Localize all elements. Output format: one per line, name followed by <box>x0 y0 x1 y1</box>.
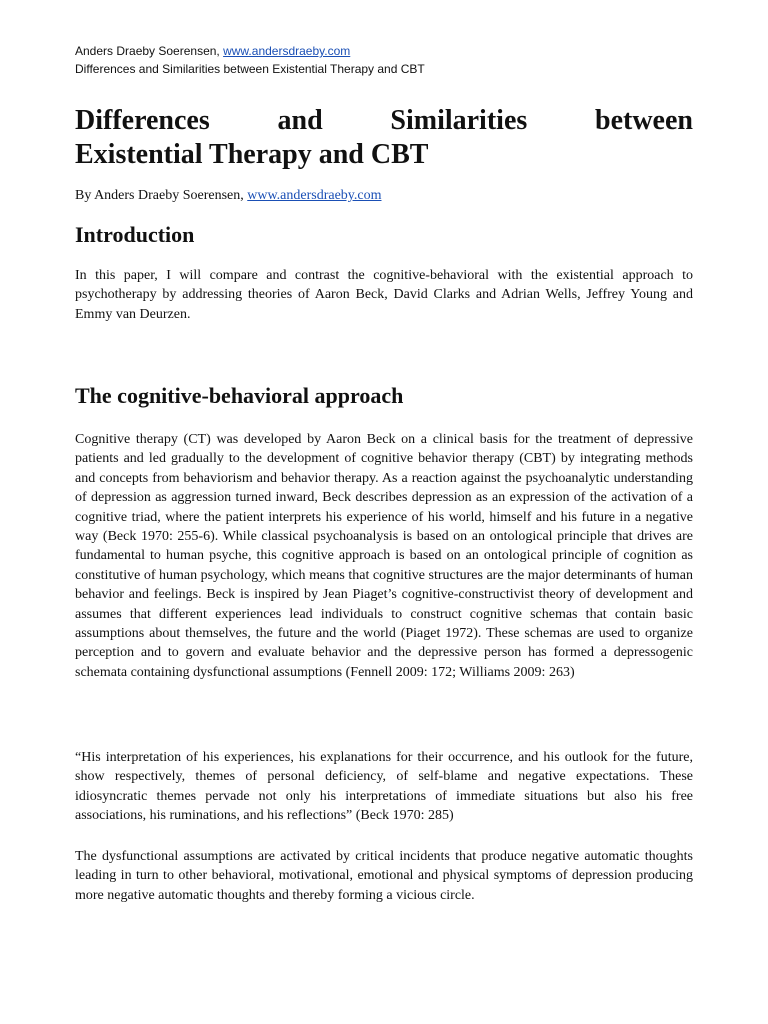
running-header-subtitle: Differences and Similarities between Existential Therapy and CBT <box>75 62 425 76</box>
running-header <box>75 42 715 78</box>
section-heading-introduction: Introduction <box>75 222 195 247</box>
document-title <box>75 104 693 172</box>
running-header-author-line <box>75 42 715 60</box>
cognitive-behavioral-paragraph-1: Cognitive therapy (CT) was developed by Aaron Beck on a clinical basis for the treatment of depressive patients and led gradually to the development of cognitive behavior therapy (CBT) by integrating methods and concepts from behaviorism and behavior therapy. As a reaction against the psychoanalytic understanding of depression as aggression turned inward, Beck describes depression as an expression of the activation of a cognitive triad, where the patient interprets his experience of his world, himself and his future in a negative way (Beck 1970: 255-6). While classical psychoanalysis is based on an ontological principle that drives are fundamental to human psyche, this cognitive approach is based on an ontological principle of cognition as constitutive of human psychology, which means that cognitive structures are the major determinants of human behavior and feelings. Beck is inspired by Jean Piaget’s cognitive-constructivist theory of development and assumes that different experiences lead individuals to construct cognitive schemas that contain basic assumptions about themselves, the future and the world (Piaget 1972). These schemas are used to organize perception and to govern and evaluate behavior and the depressive person has formed a depressogenic schemata containing dysfunctional assumptions (Fennell 2009: 172; Williams 2009: 263) <box>75 432 693 680</box>
running-header-link[interactable]: www.andersdraeby.com <box>223 44 351 58</box>
beck-quote-paragraph: “His interpretation of his experiences, his explanations for their occurrence, and his outlook for the future, show respectively, themes of personal deficiency, of self-blame and negative expectations. These idiosyncratic themes pervade not only his interpretations of immediate situations but also his free associations, his ruminations, and his reflections” (Beck 1970: 285) <box>75 750 693 824</box>
section-heading-cognitive-behavioral: The cognitive-behavioral approach <box>75 383 404 408</box>
running-header-author: Anders Draeby Soerensen, <box>75 44 224 58</box>
cognitive-behavioral-paragraph-2: The dysfunctional assumptions are activated by critical incidents that produce negative automatic thoughts leading in turn to other behavioral, motivational, emotional and physical symptoms of depression producing more negative automatic thoughts and thereby forming a vicious circle. <box>75 849 693 903</box>
byline-prefix: By Anders Draeby Soerensen, <box>75 188 248 203</box>
byline <box>75 186 693 206</box>
document-title-line-1: Differences and Similarities between <box>75 105 693 136</box>
byline-link[interactable]: www.andersdraeby.com <box>247 188 382 203</box>
introduction-paragraph: In this paper, I will compare and contrast the cognitive-behavioral with the existential approach to psychotherapy by addressing theories of Aaron Beck, David Clarks and Adrian Wells, Jeffrey Young and Emmy van Deurzen. <box>75 268 693 322</box>
document-title-line-2: Existential Therapy and CBT <box>75 139 429 170</box>
